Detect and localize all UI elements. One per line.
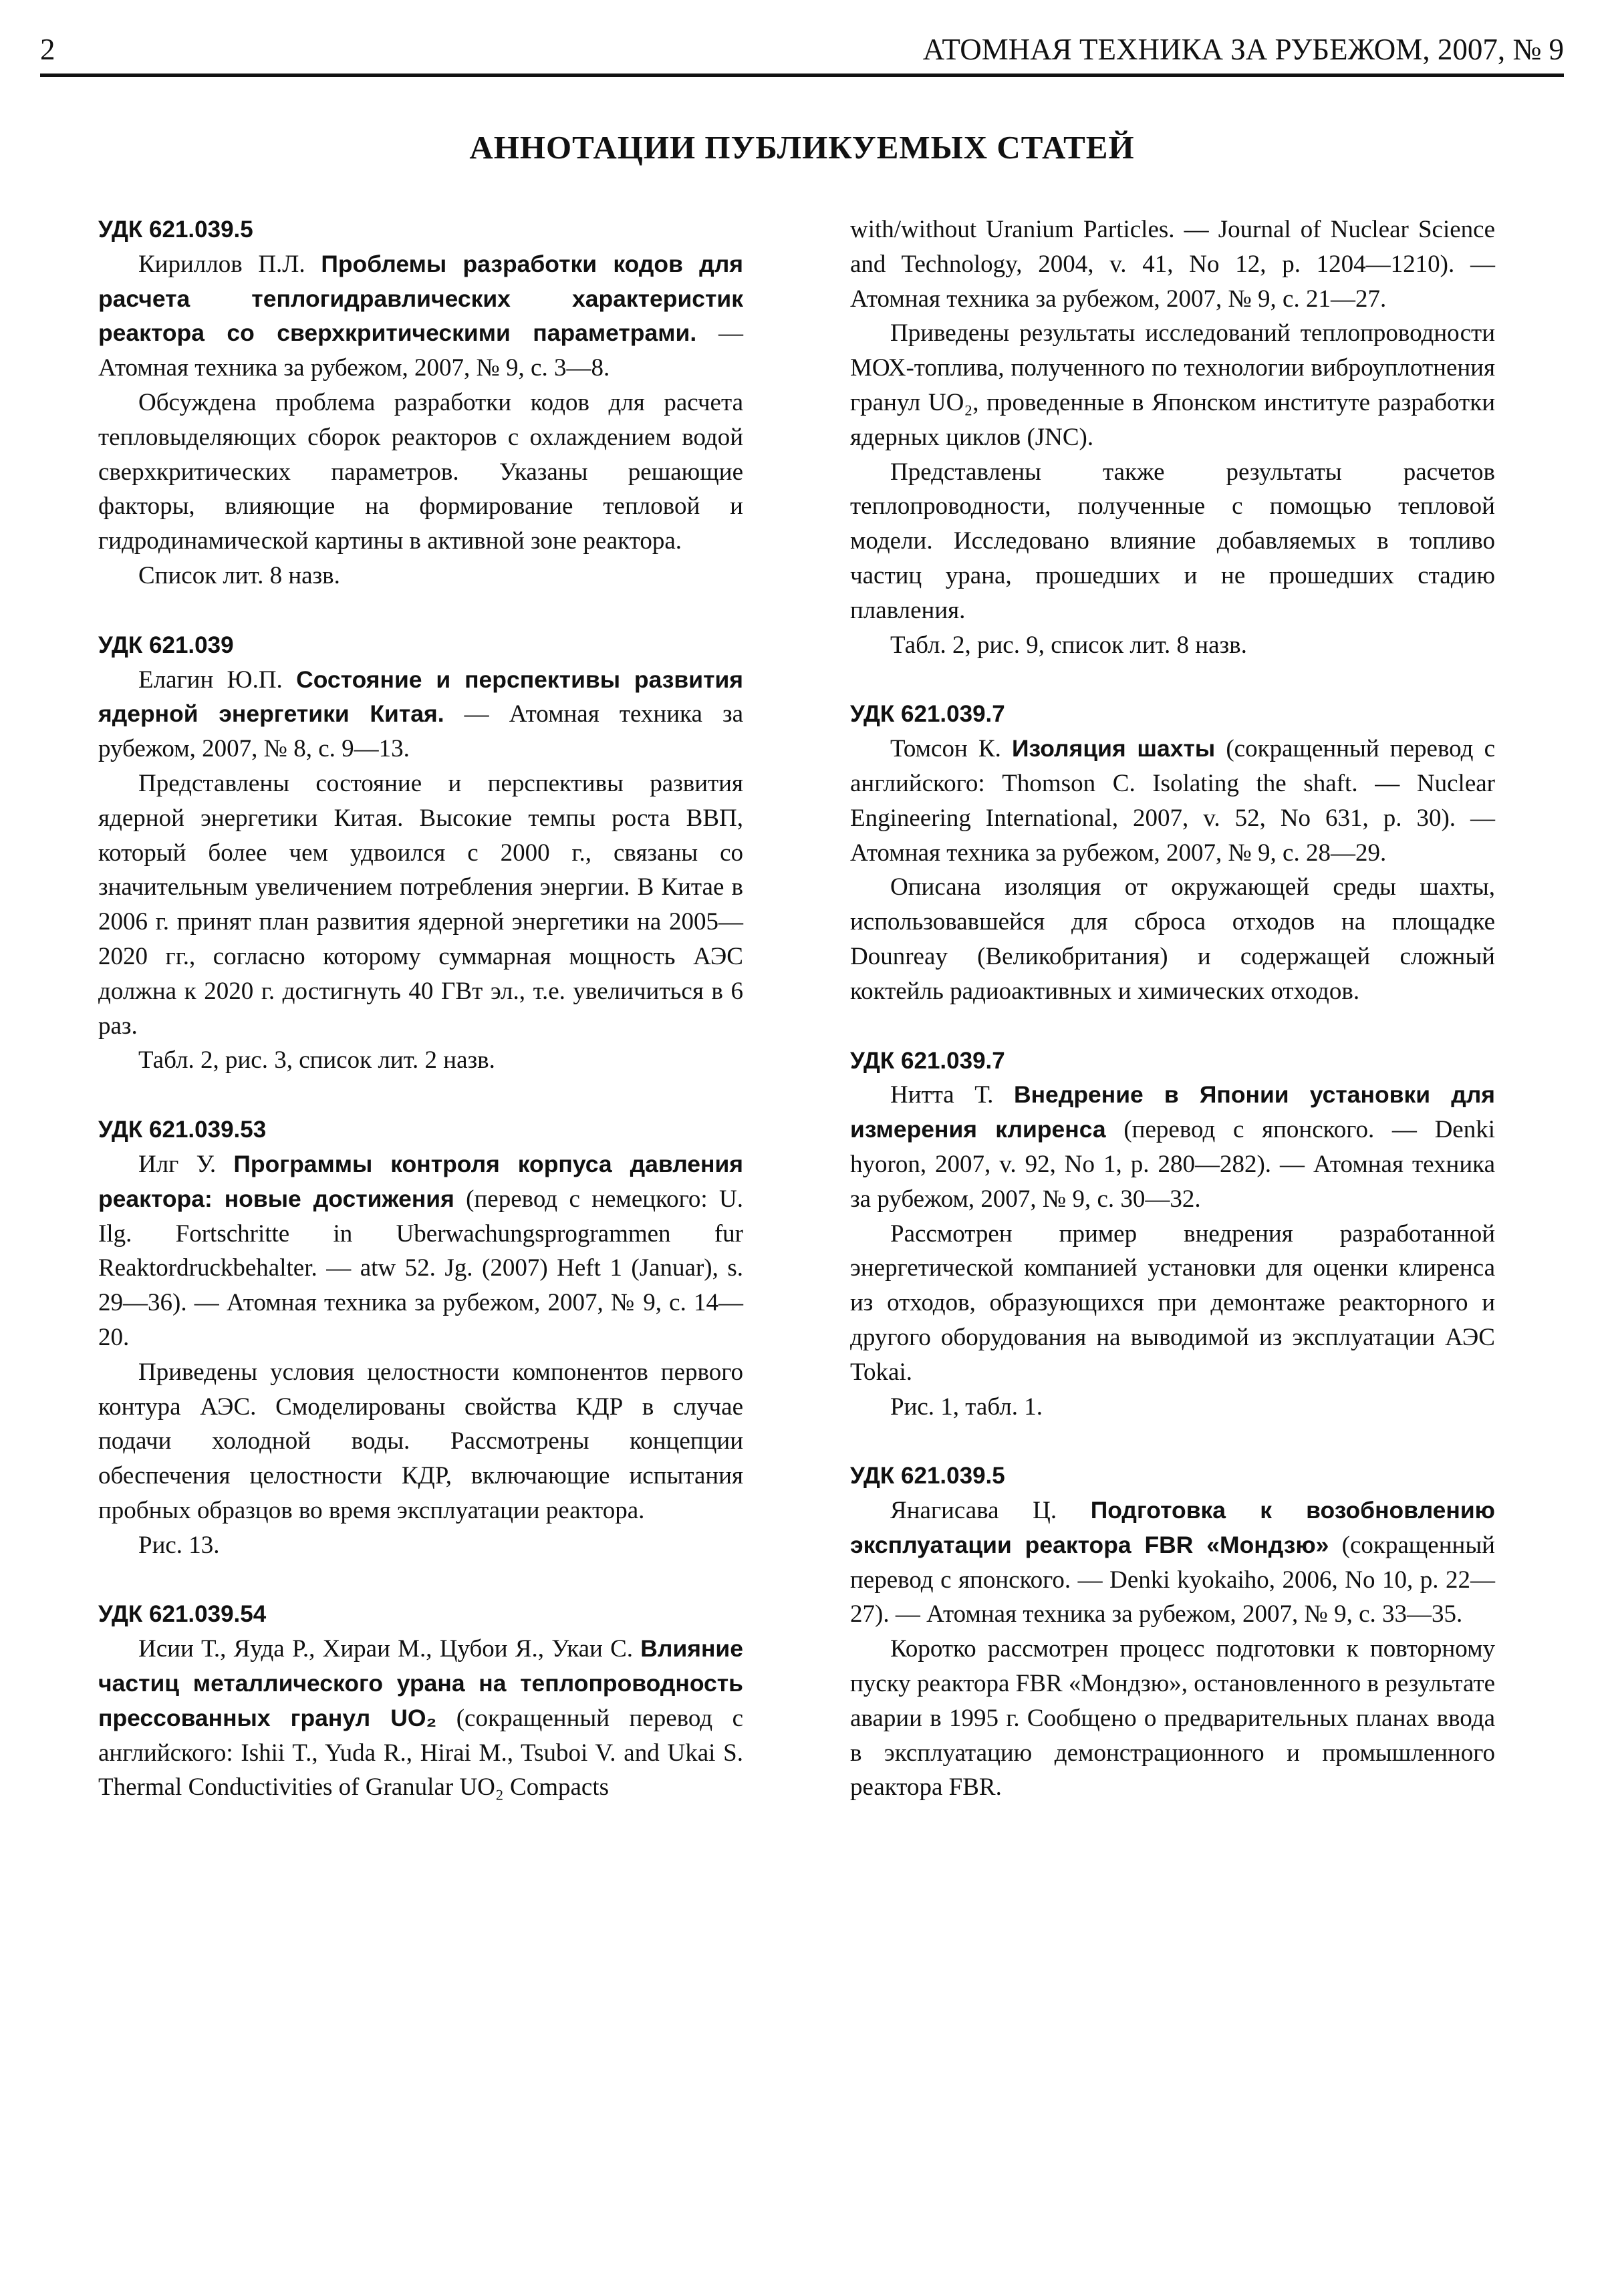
udk-code: УДК 621.039.5 [850,1463,1005,1489]
annotation-entry [850,697,1495,1008]
author: Елагин Ю.П. [138,666,297,694]
author: Нитта Т. [890,1081,1014,1109]
source: (сокращенный перевод с японского. — Denki kyokaiho, 2006, No 10, p. 22—27). — Атомная техника за рубежом, 2007, № 9, с. 33—35. [850,1531,1495,1628]
annotation-entry [98,212,743,593]
source: — Атомная техника за рубежом, 2007, № 9, с. 3—8. [98,319,743,382]
abstract-paragraph: Рассмотрен пример внедрения разработанной энергетической компанией установки для оценки клиренса из отходов, образующихся при демонтаже реакторного и другого оборудования на выводимой из эксплуатации АЭС Tokai. [850,1219,1495,1386]
abstract-paragraph: Представлены состояние и перспективы развития ядерной энергетики Китая. Высокие темпы роста ВВП, который более чем удвоился с 2000 г., связаны со значительным увеличением потребления энергии. В Китае в 2006 г. принят план развития ядерной энергетики на 2005—2020 гг., согласно которому суммарная мощность АЭС должна к 2020 г. достигнуть 40 ГВт эл., т.е. увеличиться в 6 раз. [98,769,743,1040]
author: Томсон К. [890,735,1012,763]
udk-code: УДК 621.039.7 [850,1047,1005,1074]
abstract-paragraph: Приведены результаты исследований теплопроводности МОХ-топлива, полученного по технологии виброуплотнения гранул UO₂, проведенные в Японском институте разработки ядерных циклов (JNC). [850,319,1495,451]
abstract-paragraph: Приведены условия целостности компонентов первого контура АЭС. Смоделированы свойства КДР в случае подачи холодной воды. Рассмотрены концепции обеспечения целостности КДР, включающие испытания пробных образцов во время эксплуатации реактора. [98,1358,743,1524]
udk-code: УДК 621.039.53 [98,1117,267,1143]
source: (перевод с немецкого: U. Ilg. Fortschritte in Uberwachungsprogrammen fur Reaktordruckbehalter. — atw 52. Jg. (2007) Heft 1 (Januar), s. 29—36). — Атомная техника за рубежом, 2007, № 9, с. 14—20. [98,1185,743,1351]
citation-continuation: with/without Uranium Particles. — Journal of Nuclear Science and Technology, 2004, v. 41, No 12, p. 1204—1210). — Атомная техника за рубежом, 2007, № 9, с. 21—27. [850,216,1495,313]
abstract-paragraph: Описана изоляция от окружающей среды шахты, использовавшейся для сброса отходов на площадке Dounreay (Великобритания) и содержащей сложный коктейль радиоактивных и химических отходов. [850,873,1495,1005]
udk-code: УДК 621.039.54 [98,1601,267,1628]
citation [850,1078,1495,1216]
citation [98,247,743,386]
left-column [98,212,743,1840]
references-note: Список лит. 8 назв. [138,561,340,589]
references-note: Табл. 2, рис. 3, список лит. 2 назв. [138,1046,495,1074]
article-title: Внедрение в Японии установки для измерения клиренса [850,1081,1495,1143]
source: (сокращенный перевод с английского: Thomson C. Isolating the shaft. — Nuclear Engineering International, 2007, v. 52, No 631, p. 30). — Атомная техника за рубежом, 2007, № 9, с. 28—29. [850,735,1495,867]
article-title: Программы контроля корпуса давления реактора: новые достижения [98,1150,744,1212]
author: Илг У. [138,1150,234,1178]
udk-code: УДК 621.039.7 [850,701,1005,728]
references-note: Табл. 2, рис. 9, список лит. 8 назв. [890,631,1247,659]
citation [98,663,743,766]
abstract-paragraph: Коротко рассмотрен процесс подготовки к повторному пуску реактора FBR «Мондзю», остановленного в результате аварии в 1995 г. Сообщено о предварительных планах ввода в эксплуатацию демонстрационного и промышленного реактора FBR. [850,1635,1495,1802]
udk-code: УДК 621.039.5 [98,217,253,243]
source: (сокращенный перевод с английского: Ishii T., Yuda R., Hirai M., Tsuboi V. and Ukai S. Thermal Conductivities of Granular UO₂ Compacts [98,1704,743,1802]
annotation-entry [98,1597,743,1805]
running-header [40,27,1564,77]
abstract-paragraph: Обсуждена проблема разработки кодов для расчета тепловыделяющих сборок реакторов с охлаждением водой сверхкритических параметров. Указаны решающие факторы, влияющие на формирование тепловой и гидродинамической картины в активной зоне реактора. [98,388,743,555]
page-number: 2 [40,33,55,66]
annotation-entry [850,1044,1495,1425]
source: — Атомная техника за рубежом, 2007, № 8, с. 9—13. [98,700,743,763]
author: Янагисава Ц. [890,1497,1091,1525]
article-title: Проблемы разработки кодов для расчета теплогидравлических характеристик реактора со сверхкритическими параметрами. [98,250,743,347]
citation [850,1493,1495,1632]
annotation-entry [98,628,743,1078]
author: Кириллов П.Л. [138,250,321,278]
right-column [850,212,1495,1840]
annotation-entry [850,1459,1495,1805]
citation [98,1147,743,1355]
article-title: Влияние частиц металлического урана на теплопроводность прессованных гранул UO₂ [98,1635,743,1731]
references-note: Рис. 1, табл. 1. [890,1393,1043,1421]
annotation-entry [98,1113,743,1562]
citation [850,732,1495,870]
source: (перевод с японского. — Denki hyoron, 2007, v. 92, No 1, p. 280—282). — Атомная техника за рубежом, 2007, № 9, с. 30—32. [850,1116,1496,1213]
journal-name: АТОМНАЯ ТЕХНИКА ЗА РУБЕЖОМ, 2007, № 9 [922,33,1564,66]
udk-code: УДК 621.039 [98,631,234,658]
references-note: Рис. 13. [138,1531,220,1559]
page-title: АННОТАЦИИ ПУБЛИКУЕМЫХ СТАТЕЙ [469,129,1135,166]
annotation-entry-continued [850,212,1495,662]
abstract-paragraph: Представлены также результаты расчетов теплопроводности, полученные с помощью тепловой модели. Исследовано влияние добавляемых в топливо частиц урана, прошедших и не прошедших стадию плавления. [850,458,1495,624]
author: Исии Т., Яуда Р., Хираи М., Цубои Я., Укаи С. [138,1635,641,1663]
article-title: Состояние и перспективы развития ядерной энергетики Китая. [98,666,743,728]
article-title: Изоляция шахты [1011,735,1216,762]
citation [98,1632,743,1805]
article-title: Подготовка к возобновлению эксплуатации реактора FBR «Мондзю» [850,1497,1495,1558]
